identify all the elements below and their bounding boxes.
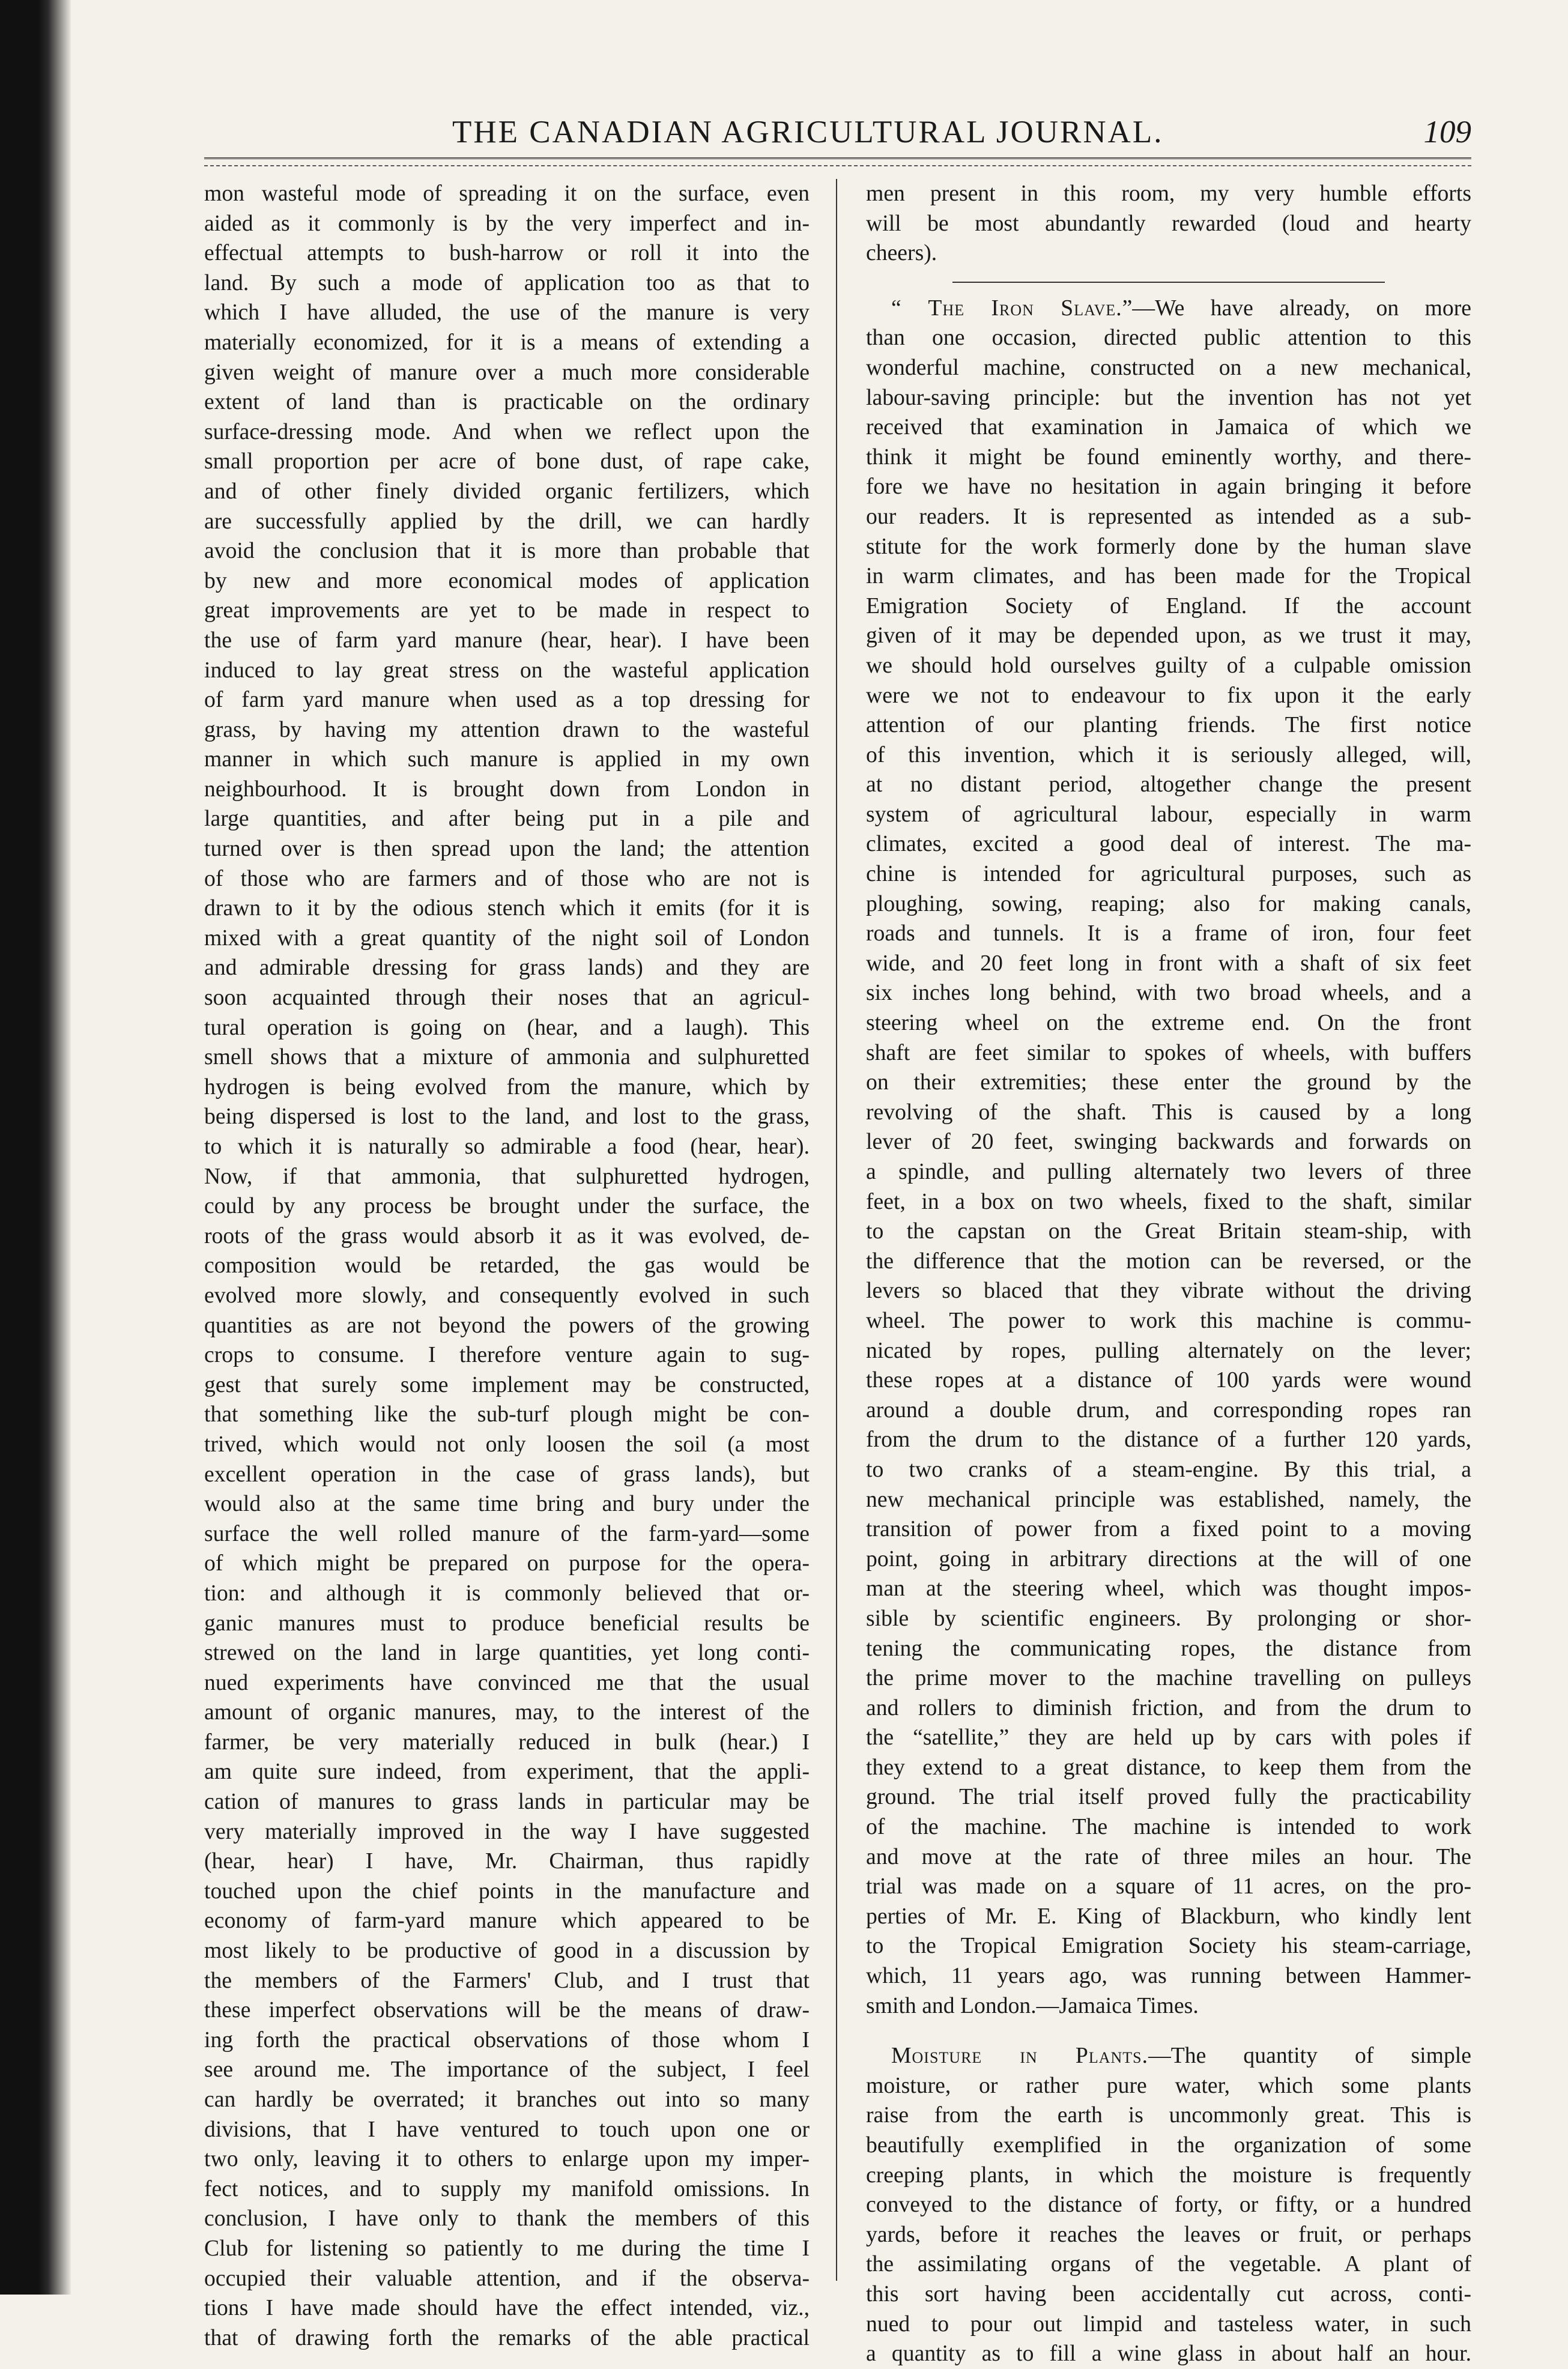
text-line: fect notices, and to supply my manifold omissions. In bbox=[204, 2176, 810, 2201]
text-line: given weight of manure over a much more considerable bbox=[204, 359, 810, 385]
text-line: feet, in a box on two wheels, fixed to the shaft, similar bbox=[866, 1188, 1471, 1214]
text-line: men present in this room, my very humble efforts bbox=[866, 181, 1471, 206]
text-line: am quite sure indeed, from experiment, that the appli- bbox=[204, 1759, 810, 1785]
text-line: this sort having been accidentally cut across, conti- bbox=[866, 2281, 1471, 2307]
text-line: the difference that the motion can be reversed, or the bbox=[866, 1248, 1471, 1274]
text-line: around a double drum, and corresponding ropes ran bbox=[866, 1397, 1471, 1423]
text-line: will be most abundantly rewarded (loud and hearty bbox=[866, 210, 1471, 236]
text-line: turned over is then spread upon the land; the attention bbox=[204, 836, 810, 862]
text-line: excellent operation in the case of grass lands), but bbox=[204, 1461, 810, 1487]
text-line: to the capstan on the Great Britain steam-ship, with bbox=[866, 1218, 1471, 1244]
text-line: the use of farm yard manure (hear, hear). I have been bbox=[204, 627, 810, 653]
text-line: the members of the Farmers' Club, and I trust that bbox=[204, 1967, 810, 1993]
text-line: economy of farm-yard manure which appeared to be bbox=[204, 1908, 810, 1934]
text-line: the assimilating organs of the vegetable. A plant of bbox=[866, 2251, 1471, 2277]
text-line: moisture, or rather pure water, which some plants bbox=[866, 2072, 1471, 2098]
text-line: manner in which such manure is applied in my own bbox=[204, 746, 810, 772]
text-line: chine is intended for agricultural purposes, such as bbox=[866, 861, 1471, 887]
article-first-line bbox=[866, 294, 1471, 324]
text-line: and move at the rate of three miles an hour. The bbox=[866, 1844, 1471, 1869]
header-rule bbox=[204, 157, 1471, 159]
speech-conclusion bbox=[866, 179, 1471, 268]
text-line: ing forth the practical observations of those whom I bbox=[204, 2027, 810, 2053]
text-line: attention of our planting friends. The first notice bbox=[866, 712, 1471, 738]
page-header bbox=[204, 114, 1471, 156]
text-line: steering wheel on the extreme end. On the front bbox=[866, 1010, 1471, 1036]
text-line: of those who are farmers and of those who are not is bbox=[204, 865, 810, 891]
text-line: mon wasteful mode of spreading it on the surface, even bbox=[204, 181, 810, 206]
text-line: strewed on the land in large quantities, yet long conti- bbox=[204, 1640, 810, 1666]
text-line: grass, by having my attention drawn to the wasteful bbox=[204, 716, 810, 742]
text-line: quantities as are not beyond the powers of the growing bbox=[204, 1312, 810, 1338]
text-line: touched upon the chief points in the manufacture and bbox=[204, 1878, 810, 1904]
text-line: roots of the grass would absorb it as it was evolved, de- bbox=[204, 1223, 810, 1248]
text-line: hydrogen is being evolved from the manure, which by bbox=[204, 1074, 810, 1100]
text-line: levers so blaced that they vibrate without the driving bbox=[866, 1278, 1471, 1304]
text-line: neighbourhood. It is brought down from London in bbox=[204, 776, 810, 802]
text-line: extent of land than is practicable on the ordinary bbox=[204, 389, 810, 415]
text-line: stitute for the work formerly done by the human slave bbox=[866, 533, 1471, 559]
text-line: revolving of the shaft. This is caused by a long bbox=[866, 1099, 1471, 1125]
scan-binding-shadow bbox=[0, 0, 71, 2295]
text-line: and rollers to diminish friction, and from the drum to bbox=[866, 1695, 1471, 1720]
text-line: on their extremities; these enter the ground by the bbox=[866, 1070, 1471, 1095]
text-line: a spindle, and pulling alternately two levers of three bbox=[866, 1159, 1471, 1184]
text-line: small proportion per acre of bone dust, of rape cake, bbox=[204, 449, 810, 474]
text-line: sible by scientific engineers. By prolonging or shor- bbox=[866, 1605, 1471, 1631]
text-line: new mechanical principle was established, namely, the bbox=[866, 1486, 1471, 1512]
text-line: from the drum to the distance of a further 120 yards, bbox=[866, 1427, 1471, 1453]
text-line: system of agricultural labour, especially in warm bbox=[866, 801, 1471, 827]
text-line: given of it may be depended upon, as we trust it may, bbox=[866, 623, 1471, 649]
text-line: ganic manures must to produce beneficial results be bbox=[204, 1610, 810, 1636]
text-line: drawn to it by the odious stench which it emits (for it is bbox=[204, 895, 810, 921]
text-line: which, 11 years ago, was running between Hammer- bbox=[866, 1963, 1471, 1989]
text-line: lever of 20 feet, swinging backwards and forwards on bbox=[866, 1129, 1471, 1155]
text-line: transition of power from a fixed point to a moving bbox=[866, 1516, 1471, 1542]
text-line: would also at the same time bring and bury under the bbox=[204, 1491, 810, 1517]
text-line: man at the steering wheel, which was thought impos- bbox=[866, 1576, 1471, 1602]
text-line: crops to consume. I therefore venture again to sug- bbox=[204, 1342, 810, 1368]
text-line: shaft are feet similar to spokes of wheels, with buffers bbox=[866, 1039, 1471, 1065]
running-title: THE CANADIAN AGRICULTURAL JOURNAL. bbox=[452, 115, 1164, 150]
text-line: (hear, hear) I have, Mr. Chairman, thus rapidly bbox=[204, 1848, 810, 1874]
text-line: the “satellite,” they are held up by cars with poles if bbox=[866, 1725, 1471, 1750]
text-line: fore we have no hesitation in again bringing it before bbox=[866, 474, 1471, 500]
text-line: mixed with a great quantity of the night soil of London bbox=[204, 925, 810, 951]
text-line: think it might be found eminently worthy, and there- bbox=[866, 444, 1471, 470]
text-line: these imperfect observations will be the means of draw- bbox=[204, 1997, 810, 2023]
text-line: nued to pour out limpid and tasteless water, in such bbox=[866, 2311, 1471, 2337]
text-line: large quantities, and after being put in a pile and bbox=[204, 806, 810, 832]
text-line: surface the well rolled manure of the farm-yard—some bbox=[204, 1520, 810, 1546]
left-column bbox=[204, 179, 810, 2353]
article-first-line bbox=[866, 2041, 1471, 2071]
text-line: of which might be prepared on purpose for the opera- bbox=[204, 1551, 810, 1576]
text-line: wonderful machine, constructed on a new mechanical, bbox=[866, 354, 1471, 380]
text-line: induced to lay great stress on the wasteful application bbox=[204, 657, 810, 683]
text-line: aided as it commonly is by the very imperfect and in- bbox=[204, 210, 810, 236]
text-line: of this invention, which it is seriously alleged, will, bbox=[866, 742, 1471, 767]
text-line: tion: and although it is commonly believed that or- bbox=[204, 1580, 810, 1606]
header-rule-dashed bbox=[204, 165, 1471, 166]
text-line: raise from the earth is uncommonly great. This is bbox=[866, 2102, 1471, 2128]
text-line: point, going in arbitrary directions at the will of one bbox=[866, 1546, 1471, 1572]
text-line: farmer, be very materially reduced in bulk (hear.) I bbox=[204, 1729, 810, 1755]
text-line: and admirable dressing for grass lands) and they are bbox=[204, 955, 810, 981]
article-iron-slave bbox=[866, 294, 1471, 2021]
article-heading: “ The Iron Slave. bbox=[891, 295, 1122, 321]
text-line: occupied their valuable attention, and if the observa- bbox=[204, 2265, 810, 2291]
text-line: trived, which would not only loosen the soil (a most bbox=[204, 1431, 810, 1457]
text-line: were we not to endeavour to fix upon it the early bbox=[866, 682, 1471, 708]
text-line: six inches long behind, with two broad wheels, and a bbox=[866, 980, 1471, 1006]
text-line: Now, if that ammonia, that sulphuretted hydrogen, bbox=[204, 1163, 810, 1189]
text-line: very materially improved in the way I have suggested bbox=[204, 1818, 810, 1844]
text-line: tening the communicating ropes, the distance from bbox=[866, 1635, 1471, 1661]
text-line: beautifully exemplified in the organization of some bbox=[866, 2132, 1471, 2158]
text-line: wide, and 20 feet long in front with a shaft of six feet bbox=[866, 950, 1471, 976]
text-line: effectual attempts to bush-harrow or roll it into the bbox=[204, 240, 810, 266]
text-line: in warm climates, and has been made for the Tropical bbox=[866, 563, 1471, 589]
text-line: of farm yard manure when used as a top dressing for bbox=[204, 687, 810, 713]
text-line: by new and more economical modes of application bbox=[204, 567, 810, 593]
text-line: wheel. The power to work this machine is commu- bbox=[866, 1307, 1471, 1333]
text-line: tions I have made should have the effect intended, viz., bbox=[204, 2295, 810, 2321]
text-line: which I have alluded, the use of the manure is very bbox=[204, 300, 810, 325]
journal-page bbox=[204, 90, 1471, 2367]
text-line: they extend to a great distance, to keep them from the bbox=[866, 1754, 1471, 1780]
text-line: composition would be retarded, the gas would be bbox=[204, 1253, 810, 1278]
right-column bbox=[866, 179, 1471, 2369]
article-moisture-in-plants bbox=[866, 2041, 1471, 2369]
text-line: Club for listening so patiently to me during the time I bbox=[204, 2235, 810, 2261]
text-line: avoid the conclusion that it is more than probable that bbox=[204, 538, 810, 564]
text-line: Emigration Society of England. If the account bbox=[866, 593, 1471, 619]
text-line: evolved more slowly, and consequently evolved in such bbox=[204, 1282, 810, 1308]
text-line: are successfully applied by the drill, we can hardly bbox=[204, 508, 810, 534]
text-line: conclusion, I have only to thank the members of this bbox=[204, 2206, 810, 2231]
text-line: being dispersed is lost to the land, and lost to the grass, bbox=[204, 1104, 810, 1130]
text-line: labour-saving principle: but the invention has not yet bbox=[866, 384, 1471, 410]
text-line: two only, leaving it to others to enlarge upon my imper- bbox=[204, 2146, 810, 2172]
article-gap bbox=[866, 2021, 1471, 2041]
text-line: to which it is naturally so admirable a food (hear, hear). bbox=[204, 1134, 810, 1159]
text-line: materially economized, for it is a means of extending a bbox=[204, 329, 810, 355]
text-line: these ropes at a distance of 100 yards were wound bbox=[866, 1367, 1471, 1393]
text-line: trial was made on a square of 11 acres, on the pro- bbox=[866, 1874, 1471, 1899]
text-line: can hardly be overrated; it branches out into so many bbox=[204, 2087, 810, 2112]
text-line: roads and tunnels. It is a frame of iron, four feet bbox=[866, 921, 1471, 946]
article-first-line-text: —The quantity of simple bbox=[1148, 2043, 1471, 2069]
text-line: tural operation is going on (hear, and a laugh). This bbox=[204, 1014, 810, 1040]
text-line: cation of manures to grass lands in particular may be bbox=[204, 1789, 810, 1815]
text-line: ground. The trial itself proved fully the practicability bbox=[866, 1784, 1471, 1810]
text-line: most likely to be productive of good in a discussion by bbox=[204, 1938, 810, 1964]
column-divider bbox=[836, 179, 837, 2281]
text-line: cheers). bbox=[866, 240, 937, 266]
text-line: perties of Mr. E. King of Blackburn, who kindly lent bbox=[866, 1903, 1471, 1929]
text-line: ploughing, sowing, reaping; also for making canals, bbox=[866, 891, 1471, 916]
article-heading: Moisture in Plants. bbox=[891, 2043, 1149, 2069]
text-line: a quantity as to fill a wine glass in about half an hour. bbox=[866, 2341, 1471, 2367]
text-line: received that examination in Jamaica of which we bbox=[866, 414, 1471, 440]
text-line: we should hold ourselves guilty of a culpable omission bbox=[866, 652, 1471, 678]
text-line: climates, excited a good deal of interest. The ma- bbox=[866, 831, 1471, 857]
text-line: divisions, that I have ventured to touch upon one or bbox=[204, 2116, 810, 2142]
text-line: smell shows that a mixture of ammonia and sulphuretted bbox=[204, 1044, 810, 1070]
text-line: gest that surely some implement may be constructed, bbox=[204, 1372, 810, 1397]
text-line: than one occasion, directed public attention to this bbox=[866, 325, 1471, 351]
text-line: the prime mover to the machine travelling on pulleys bbox=[866, 1665, 1471, 1691]
text-line: conveyed to the distance of forty, or fifty, or a hundred bbox=[866, 2192, 1471, 2218]
text-line: see around me. The importance of the subject, I feel bbox=[204, 2057, 810, 2083]
text-line: great improvements are yet to be made in respect to bbox=[204, 598, 810, 623]
text-line: and of other finely divided organic fertilizers, which bbox=[204, 478, 810, 504]
text-line: nued experiments have convinced me that the usual bbox=[204, 1669, 810, 1695]
text-line: that of drawing forth the remarks of the able practical bbox=[204, 2325, 810, 2350]
text-line: smith and London.—Jamaica Times. bbox=[866, 1992, 1199, 2018]
page-number: 109 bbox=[1423, 115, 1471, 150]
text-line: surface-dressing mode. And when we reflect upon the bbox=[204, 419, 810, 444]
text-line: land. By such a mode of application too as that to bbox=[204, 270, 810, 295]
text-line: to the Tropical Emigration Society his steam-carriage, bbox=[866, 1933, 1471, 1959]
text-line: amount of organic manures, may, to the interest of the bbox=[204, 1699, 810, 1725]
text-line: soon acquainted through their noses that an agricul- bbox=[204, 985, 810, 1011]
text-line: nicated by ropes, pulling alternately on the lever; bbox=[866, 1337, 1471, 1363]
text-line: at no distant period, altogether change the present bbox=[866, 772, 1471, 797]
text-line: yards, before it reaches the leaves or fruit, or perhaps bbox=[866, 2221, 1471, 2247]
article-first-line-text: ”—We have already, on more bbox=[1122, 295, 1471, 321]
text-line: our readers. It is represented as intended as a sub- bbox=[866, 503, 1471, 529]
text-line: creeping plants, in which the moisture is frequently bbox=[866, 2162, 1471, 2188]
text-line: to two cranks of a steam-engine. By this trial, a bbox=[866, 1456, 1471, 1482]
text-line: could by any process be brought under the surface, the bbox=[204, 1193, 810, 1219]
article-separator bbox=[952, 282, 1385, 283]
text-line: of the machine. The machine is intended to work bbox=[866, 1814, 1471, 1840]
text-line: that something like the sub-turf plough might be con- bbox=[204, 1402, 810, 1427]
